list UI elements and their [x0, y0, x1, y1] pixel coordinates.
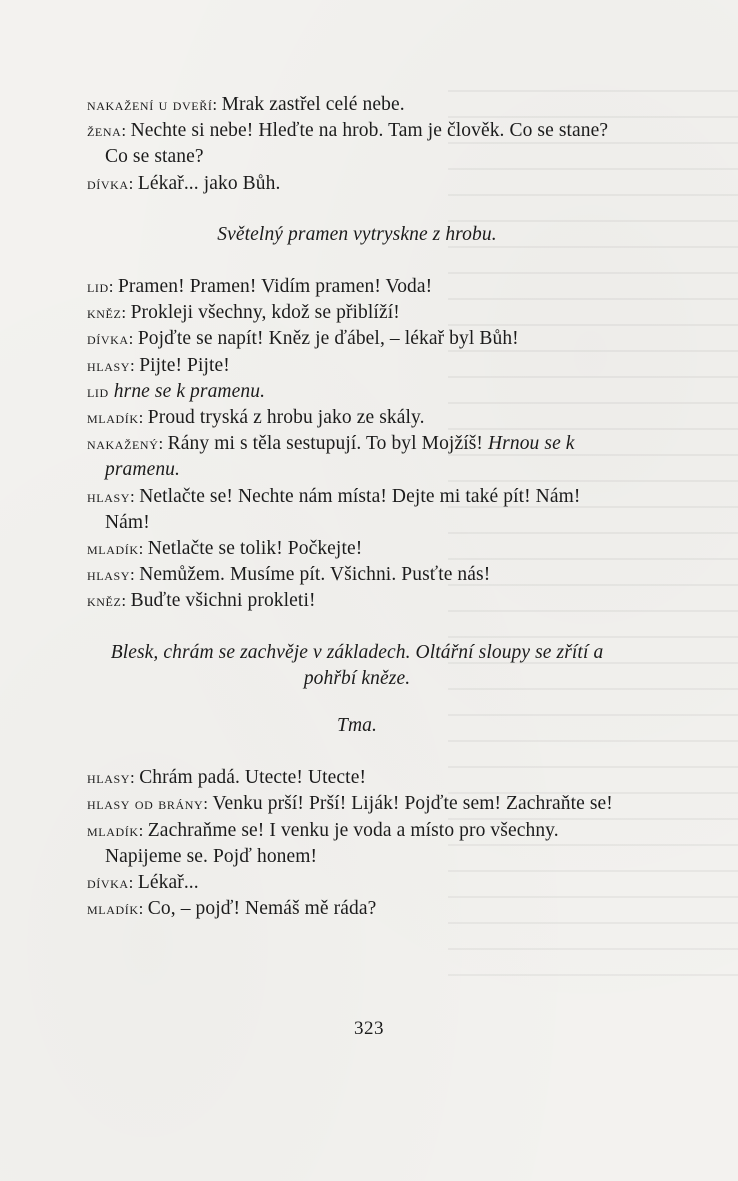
speech-line: dívka: Lékař... jako Bůh.: [87, 172, 281, 194]
speech-text: Mrak zastřel celé nebe.: [221, 94, 405, 115]
speech-text: Proud tryská z hrobu jako ze skály.: [147, 407, 425, 429]
speech-text: Co, – pojď! Nemáš mě ráda?: [147, 898, 377, 920]
speech-text: Netlačte se! Nechte nám místa! Dejte mi také pít! Nám! Nám!: [105, 485, 581, 533]
speech-text: Chrám padá. Utecte! Utecte!: [139, 767, 367, 789]
speech-line: žena: Nechte si nebe! Hleďte na hrob. Tam je člověk. Co se stane? Co se stane?: [87, 120, 609, 168]
speaker-name: žena: [87, 121, 122, 141]
speech-text: Pojďte se napít! Kněz je ďábel, – lékař byl Bůh!: [137, 328, 519, 350]
speaker-name: dívka: [87, 329, 129, 349]
speech-line: hlasy: Pijte! Pijte!: [87, 354, 230, 376]
speech-text: Lékař...: [137, 872, 199, 894]
speaker-name: dívka: [87, 873, 129, 893]
speech-text: Lékař... jako Bůh.: [137, 172, 281, 194]
speaker-name: mladík: [87, 820, 139, 840]
page-number: 323: [354, 1018, 384, 1039]
speaker-name: hlasy: [87, 768, 131, 788]
speaker-name: dívka: [87, 173, 129, 193]
speech-line: kněz: Buďte všichni prokleti!: [87, 590, 316, 612]
speech-text: Pijte! Pijte!: [139, 354, 230, 376]
speaker-name: hlasy: [87, 565, 131, 585]
speaker-name: hlasy: [87, 486, 131, 506]
speaker-name: lid: [87, 381, 109, 401]
speech-line: mladík: Netlačte se tolik! Počkejte!: [87, 538, 363, 560]
stage-direction: Tma.: [337, 715, 377, 737]
speech-text: Nechte si nebe! Hleďte na hrob. Tam je člověk. Co se stane? Co se stane?: [105, 120, 609, 168]
speaker-name: hlasy od brány: [87, 794, 204, 814]
speech-line: dívka: Lékař...: [87, 872, 199, 894]
inline-stage-direction: hrne se k pramenu.: [113, 380, 266, 402]
speaker-name: mladík: [87, 408, 139, 428]
speech-line: [87, 379, 627, 405]
speech-line: mladík: Zachraňme se! I venku je voda a místo pro všechny. Napijeme se. Pojď honem!: [87, 819, 559, 867]
speech-line: nakažený: Rány mi s těla sestupují. To byl Mojžíš! Hrnou se k pramenu.: [87, 433, 575, 481]
speech-line: lid: Pramen! Pramen! Vidím pramen! Voda!: [87, 276, 433, 298]
speech-text: Zachraňme se! I venku je voda a místo pro všechny. Napijeme se. Pojď honem!: [105, 819, 559, 867]
speech-line: nakažení u dveří: Mrak zastřel celé nebe.: [87, 94, 405, 115]
stage-direction: Světelný pramen vytryskne z hrobu.: [217, 223, 497, 245]
speech-line: dívka: Pojďte se napít! Kněz je ďábel, – lékař byl Bůh!: [87, 328, 519, 350]
speech-line: hlasy od brány: Venku prší! Prší! Liják! Pojďte sem! Zachraňte se!: [87, 793, 613, 815]
drama-text: [87, 92, 627, 922]
speech-text: Venku prší! Prší! Liják! Pojďte sem! Zachraňte se!: [212, 793, 613, 815]
inline-stage-direction: Hrnou se k pramenu.: [105, 433, 575, 481]
speech-line: kněz: Prokleji všechny, kdož se přiblíží!: [87, 302, 400, 324]
speaker-name: kněz: [87, 303, 122, 323]
speech-line: hlasy: Netlačte se! Nechte nám místa! Dejte mi také pít! Nám! Nám!: [87, 485, 581, 533]
speaker-name: hlasy: [87, 355, 131, 375]
speech-text: Buďte všichni prokleti!: [130, 590, 316, 612]
speaker-name: mladík: [87, 899, 139, 919]
speaker-name: nakažený: [87, 434, 159, 454]
speech-text: Netlačte se tolik! Počkejte!: [147, 538, 363, 560]
speech-text: Prokleji všechny, kdož se přiblíží!: [130, 302, 400, 324]
speaker-name: nakažení u dveří: [87, 95, 213, 114]
speech-line: mladík: Proud tryská z hrobu jako ze skály.: [87, 407, 425, 429]
speech-line: hlasy: Chrám padá. Utecte! Utecte!: [87, 767, 367, 789]
speech-text: Rány mi s těla sestupují. To byl Mojžíš!: [167, 433, 483, 455]
speaker-name: kněz: [87, 591, 122, 611]
speech-line: mladík: Co, – pojď! Nemáš mě ráda?: [87, 898, 377, 920]
speech-text: Pramen! Pramen! Vidím pramen! Voda!: [117, 276, 433, 298]
speech-text: Nemůžem. Musíme pít. Všichni. Pusťte nás!: [139, 564, 491, 586]
speaker-name: mladík: [87, 539, 139, 559]
speaker-name: lid: [87, 277, 109, 297]
stage-direction: Blesk, chrám se zachvěje v základech. Oltářní sloupy se zřítí a pohřbí kněze.: [110, 641, 604, 689]
speech-line: hlasy: Nemůžem. Musíme pít. Všichni. Pusťte nás!: [87, 564, 491, 586]
